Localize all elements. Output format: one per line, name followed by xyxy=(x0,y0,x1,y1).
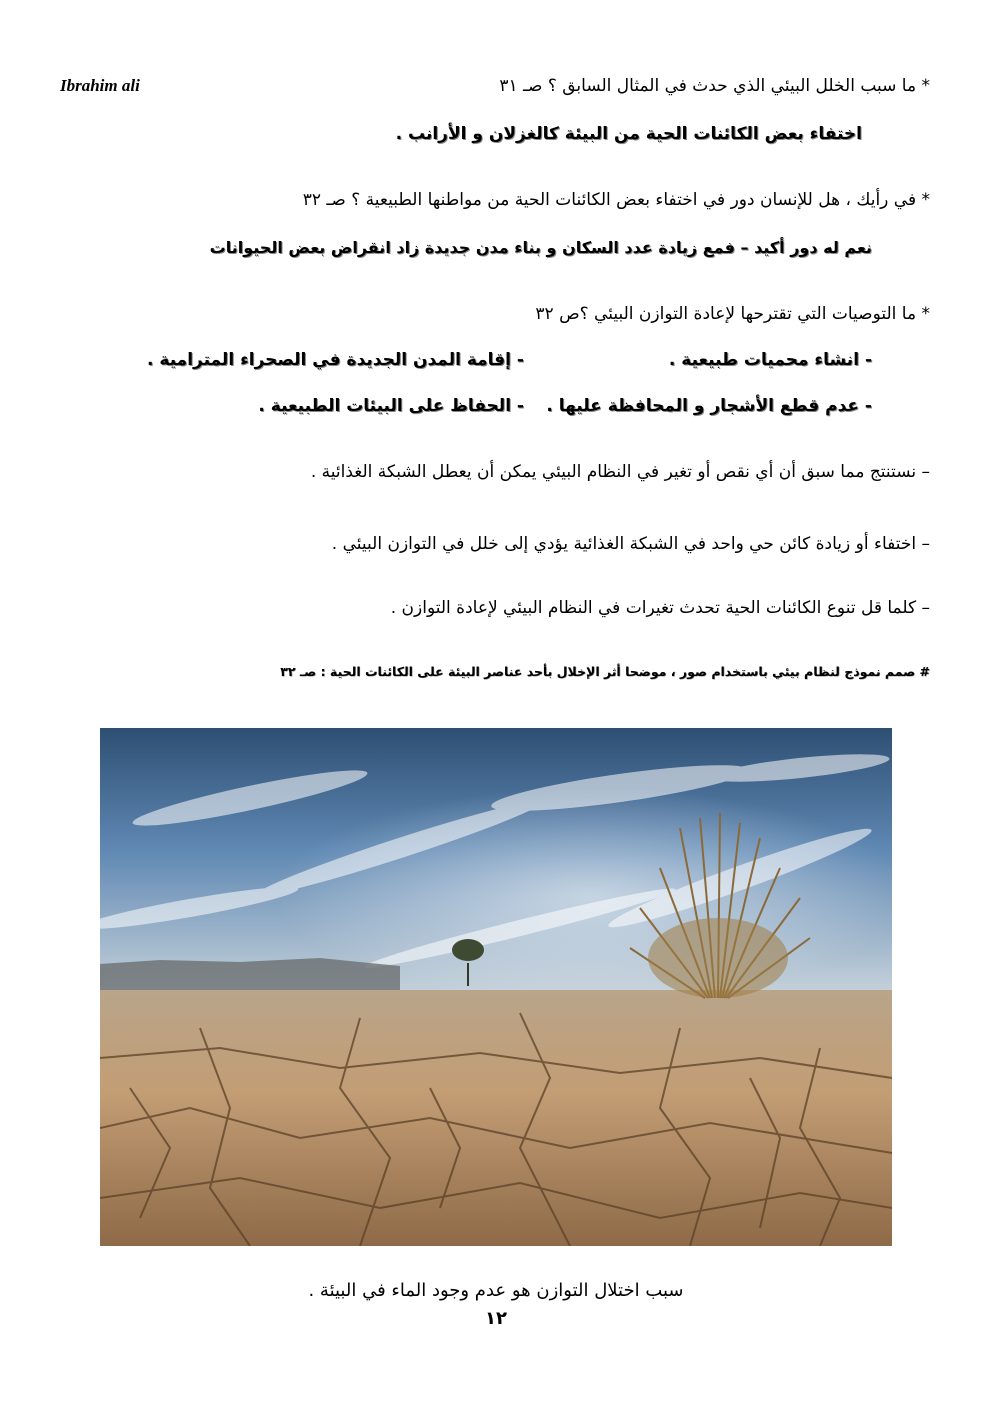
conclusion-1: – نستنتج مما سبق أن أي نقص أو تغير في النظام البيئي يمكن أن يعطل الشبكة الغذائية . xyxy=(310,462,930,482)
question-3: * ما التوصيات التي تقترحها لإعادة التوازن البيئي ؟ص ٣٢ xyxy=(535,304,930,324)
recommendation-4: - الحفاظ على البيئات الطبيعية . xyxy=(258,396,524,416)
design-task: # صمم نموذج لنظام بيئي باستخدام صور ، موضحا أثر الإخلال بأحد عناصر البيئة على الكائنات الحية : صـ ٣٢ xyxy=(280,664,930,679)
recommendation-1: - انشاء محميات طبيعية . xyxy=(668,350,872,370)
conclusion-2: – اختفاء أو زيادة كائن حي واحد في الشبكة الغذائية يؤدي إلى خلل في التوازن البيئي . xyxy=(331,534,930,554)
author-name: Ibrahim ali xyxy=(60,76,140,95)
question-1: * ما سبب الخلل البيئي الذي حدث في المثال السابق ؟ صـ ٣١ xyxy=(499,76,930,96)
answer-1: اختفاء بعض الكائنات الحية من البيئة كالغزلان و الأرانب . xyxy=(395,124,862,144)
drought-photo xyxy=(100,728,892,1246)
page-number: ١٢ xyxy=(485,1308,507,1329)
figure-caption: سبب اختلال التوازن هو عدم وجود الماء في البيئة . xyxy=(308,1280,684,1301)
recommendation-3: - عدم قطع الأشجار و المحافظة عليها . xyxy=(546,396,872,416)
answer-2: نعم له دور أكيد – فمع زيادة عدد السكان و بناء مدن جديدة زاد انقراض بعض الحيوانات xyxy=(209,238,872,257)
question-2: * في رأيك ، هل للإنسان دور في اختفاء بعض الكائنات الحية من مواطنها الطبيعية ؟ صـ ٣٢ xyxy=(302,190,930,210)
recommendation-2: - إقامة المدن الجديدة في الصحراء المترامية . xyxy=(147,350,524,370)
conclusion-3: – كلما قل تنوع الكائنات الحية تحدث تغيرات في النظام البيئي لإعادة التوازن . xyxy=(390,598,930,618)
